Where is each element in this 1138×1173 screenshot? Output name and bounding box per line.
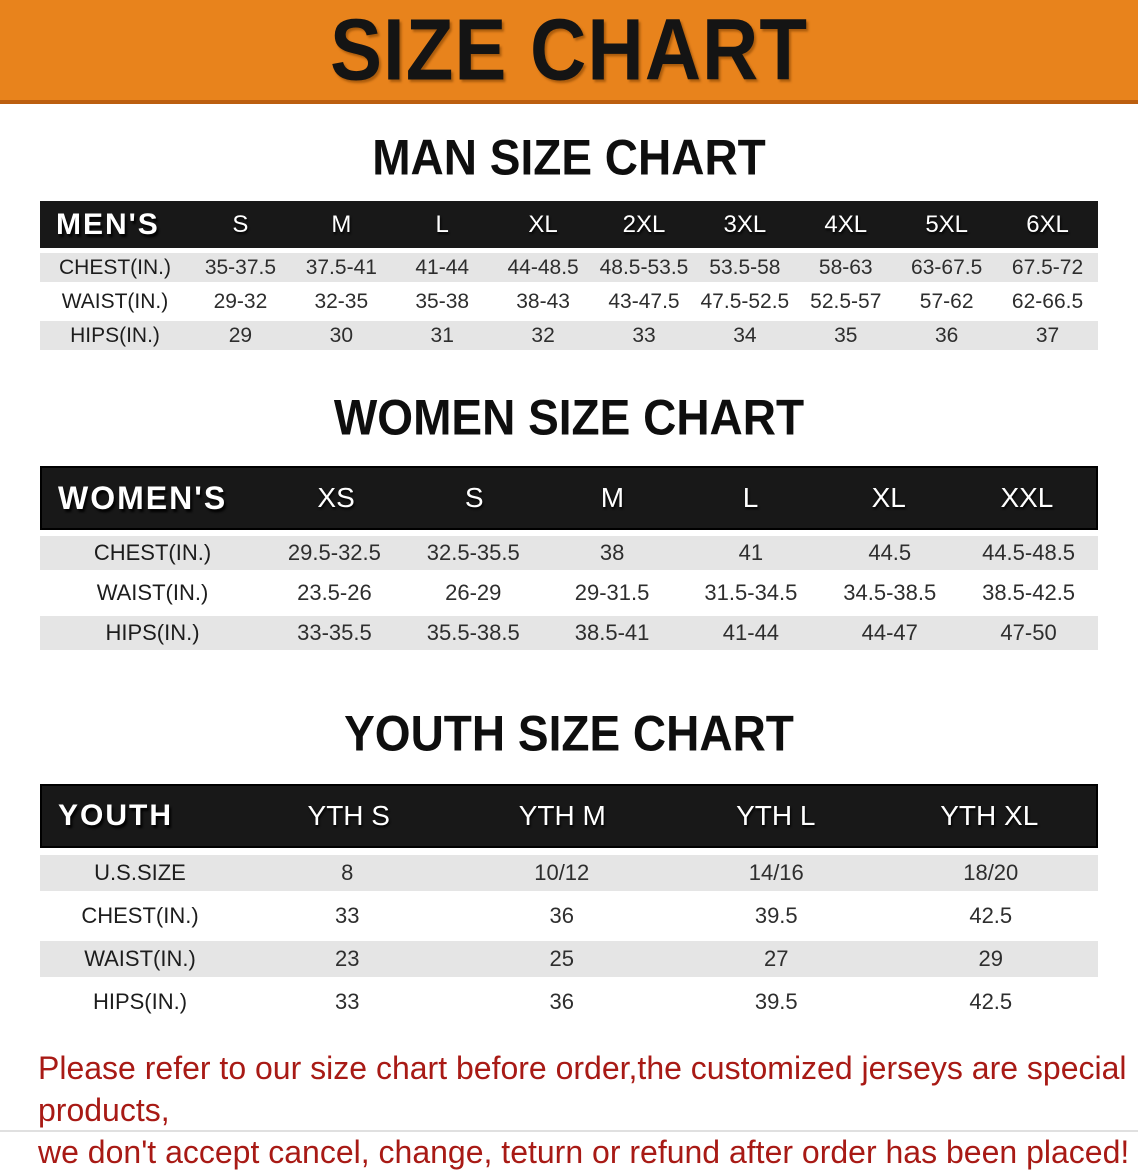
table-cell: 26-29 xyxy=(445,580,502,605)
table-cell: 53.5-58 xyxy=(709,255,781,279)
column-header: YTH M xyxy=(518,800,606,831)
column-header: 2XL xyxy=(622,210,666,238)
table-cell: 39.5 xyxy=(754,989,798,1014)
men-size-table xyxy=(40,201,1098,350)
table-cell: 35-38 xyxy=(415,289,470,313)
table-cell: 29 xyxy=(978,946,1003,971)
column-header: S xyxy=(464,482,484,513)
table-cell: 35-37.5 xyxy=(204,255,277,279)
men-table-header-row xyxy=(40,201,1098,248)
table-cell: 41 xyxy=(738,540,764,565)
column-header: 3XL xyxy=(723,210,767,238)
table-cell: 32-35 xyxy=(314,289,369,313)
table-cell: 35.5-38.5 xyxy=(426,620,520,645)
men-table-label: MEN'S xyxy=(56,207,160,241)
table-row xyxy=(40,984,1098,1020)
table-cell: 8 xyxy=(341,860,354,885)
table-cell: 47.5-52.5 xyxy=(700,289,790,313)
column-header: XXL xyxy=(1000,482,1054,513)
table-cell: 10/12 xyxy=(534,860,590,885)
women-section-heading: WOMEN SIZE CHART xyxy=(333,388,805,446)
table-cell: 29.5-32.5 xyxy=(287,540,381,565)
table-cell: 36 xyxy=(549,989,574,1014)
row-label: HIPS(IN.) xyxy=(105,620,200,645)
banner-title: SIZE CHART xyxy=(330,0,808,99)
table-cell: 63-67.5 xyxy=(911,255,983,279)
table-row xyxy=(40,287,1098,316)
table-cell: 32.5-35.5 xyxy=(426,540,520,565)
policy-note xyxy=(38,1047,1138,1173)
table-cell: 33 xyxy=(335,903,360,928)
table-cell: 58-63 xyxy=(818,255,873,279)
table-cell: 33 xyxy=(335,989,360,1014)
table-cell: 48.5-53.5 xyxy=(599,255,689,279)
row-label: CHEST(IN.) xyxy=(81,903,199,928)
column-header: YTH L xyxy=(736,800,816,831)
table-cell: 31 xyxy=(430,323,454,347)
table-row xyxy=(40,321,1098,350)
row-label: WAIST(IN.) xyxy=(61,289,169,313)
policy-note-line1: Please refer to our size chart before order,the customized jerseys are special products, xyxy=(38,1050,1127,1128)
row-label: CHEST(IN.) xyxy=(59,255,171,279)
row-label: HIPS(IN.) xyxy=(92,989,188,1014)
column-header: 6XL xyxy=(1026,210,1069,238)
table-cell: 29-32 xyxy=(213,289,268,313)
row-label: CHEST(IN.) xyxy=(93,540,212,565)
table-cell: 25 xyxy=(549,946,574,971)
column-header: 5XL xyxy=(925,210,969,238)
women-size-table xyxy=(40,466,1098,650)
column-header: YTH XL xyxy=(940,800,1039,831)
table-cell: 44.5-48.5 xyxy=(982,540,1076,565)
youth-table-header-row xyxy=(40,784,1098,848)
table-cell: 44-48.5 xyxy=(507,255,579,279)
table-cell: 47-50 xyxy=(1000,620,1057,645)
table-cell: 39.5 xyxy=(754,903,798,928)
table-cell: 33-35.5 xyxy=(297,620,372,645)
column-header: M xyxy=(600,482,625,513)
women-table-label: WOMEN'S xyxy=(58,479,228,516)
column-header: L xyxy=(742,482,759,513)
table-cell: 29-31.5 xyxy=(574,580,650,605)
table-cell: 37 xyxy=(1035,323,1060,347)
table-row xyxy=(40,616,1098,650)
table-cell: 23 xyxy=(335,946,360,971)
column-header: 4XL xyxy=(824,210,868,238)
table-cell: 35 xyxy=(834,323,858,347)
table-cell: 27 xyxy=(764,946,789,971)
table-cell: 34.5-38.5 xyxy=(843,580,937,605)
men-section-heading: MAN SIZE CHART xyxy=(372,128,766,186)
column-header: YTH S xyxy=(307,800,390,831)
banner xyxy=(0,0,1138,104)
table-row xyxy=(40,855,1098,891)
table-cell: 29 xyxy=(228,323,253,347)
table-cell: 32 xyxy=(531,323,555,347)
table-cell: 41-44 xyxy=(722,620,780,645)
table-cell: 36 xyxy=(934,323,959,347)
table-row xyxy=(40,536,1098,570)
table-cell: 23.5-26 xyxy=(297,580,372,605)
youth-section-heading: YOUTH SIZE CHART xyxy=(344,704,794,762)
table-cell: 62-66.5 xyxy=(1011,289,1084,313)
column-header: XL xyxy=(871,482,906,513)
table-cell: 37.5-41 xyxy=(305,255,377,279)
table-cell: 44-47 xyxy=(861,620,918,645)
column-header: XS xyxy=(317,482,355,513)
column-header: XL xyxy=(528,210,558,238)
table-cell: 42.5 xyxy=(969,989,1013,1014)
table-cell: 52.5-57 xyxy=(810,289,882,313)
table-cell: 36 xyxy=(549,903,574,928)
table-cell: 34 xyxy=(733,323,757,347)
table-cell: 67.5-72 xyxy=(1011,255,1084,279)
table-cell: 30 xyxy=(329,323,353,347)
row-label: WAIST(IN.) xyxy=(96,580,209,605)
table-cell: 33 xyxy=(632,323,656,347)
table-row xyxy=(40,941,1098,977)
column-header: L xyxy=(435,210,449,238)
row-label: U.S.SIZE xyxy=(94,860,186,885)
table-cell: 38-43 xyxy=(516,289,570,313)
table-cell: 43-47.5 xyxy=(608,289,680,313)
table-cell: 14/16 xyxy=(748,860,804,885)
row-label: WAIST(IN.) xyxy=(84,946,196,971)
table-row xyxy=(40,576,1098,610)
table-row xyxy=(40,898,1098,934)
youth-table-label: YOUTH xyxy=(58,799,173,832)
table-cell: 18/20 xyxy=(963,860,1019,885)
table-cell: 38 xyxy=(599,540,625,565)
table-cell: 38.5-42.5 xyxy=(982,580,1076,605)
row-label: HIPS(IN.) xyxy=(70,323,160,347)
table-cell: 41-44 xyxy=(415,255,470,279)
table-cell: 44.5 xyxy=(868,540,912,565)
column-header: S xyxy=(232,210,249,238)
policy-note-line2: we don't accept cancel, change, teturn or refund after order has been placed! xyxy=(38,1134,1130,1170)
column-header: M xyxy=(331,210,352,238)
table-cell: 31.5-34.5 xyxy=(704,580,798,605)
women-table-header-row xyxy=(40,466,1098,530)
table-cell: 42.5 xyxy=(969,903,1013,928)
table-cell: 57-62 xyxy=(919,289,974,313)
youth-size-table xyxy=(40,784,1098,1020)
table-cell: 38.5-41 xyxy=(574,620,650,645)
table-row xyxy=(40,253,1098,282)
